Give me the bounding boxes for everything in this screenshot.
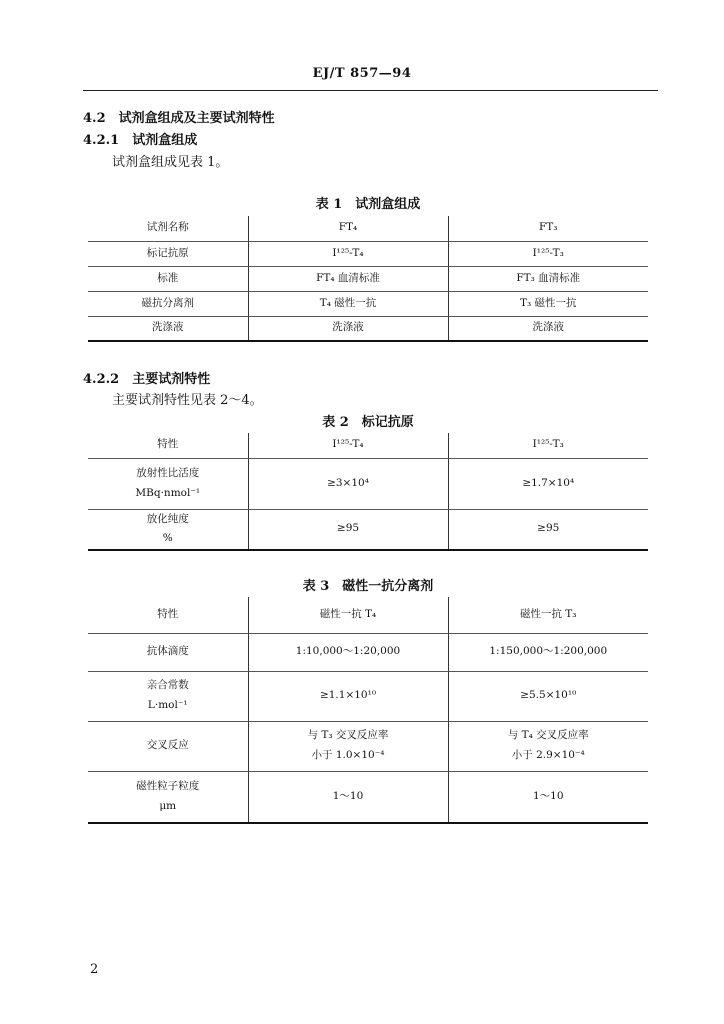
table3-row [88,721,648,771]
table2-row [88,509,648,550]
table2-cell: I¹²⁵-T₄ [248,433,448,458]
table3-cell: ≥1.1×10¹⁰ [248,671,448,721]
table2-cell: ≥95 [448,509,648,550]
table2-cell: 放射性比活度 MBq·nmol⁻¹ [88,458,248,509]
header-rule [83,90,658,91]
table1-cell: 磁抗分离剂 [88,291,248,316]
table3-cell: 1:10,000～1:20,000 [248,633,448,671]
table3-cell: 交叉反应 [88,721,248,771]
table3-caption: 表 3 磁性一抗分离剂 [302,579,434,594]
table3-cell: 特性 [88,597,248,633]
page-number: 2 [90,962,99,977]
table3-row [88,633,648,671]
table1-row [88,241,648,266]
table3-cell: 与 T₄ 交叉反应率 小于 2.9×10⁻⁴ [448,721,648,771]
table1-cell: T₃ 磁性一抗 [448,291,648,316]
table1-row [88,316,648,341]
table1-cell: 标准 [88,266,248,291]
table3-cell: 磁性一抗 T₄ [248,597,448,633]
document-code-header: EJ/T 857—94 [312,66,412,81]
table2-cell: ≥1.7×10⁴ [448,458,648,509]
table1-cell: 洗涤液 [448,316,648,341]
table1-cell: FT₄ 血清标准 [248,266,448,291]
table3-row [88,771,648,823]
table2-cell: 放化纯度 % [88,509,248,550]
table1-cell: I¹²⁵-T₃ [448,241,648,266]
section-4-2-2-text: 主要试剂特性见表 2～4。 [112,393,263,408]
section-4-2-heading: 4.2 试剂盒组成及主要试剂特性 [83,111,275,126]
table1-cell: 洗涤液 [248,316,448,341]
table3-row [88,671,648,721]
table2-cell: ≥95 [248,509,448,550]
table2-cell: I¹²⁵-T₃ [448,433,648,458]
section-4-2-2-heading: 4.2.2 主要试剂特性 [83,372,211,387]
table1-cell: FT₃ [448,216,648,241]
table3-cell: 1:150,000～1:200,000 [448,633,648,671]
table2 [88,433,648,551]
table1-row [88,291,648,316]
table1-cell: FT₃ 血清标准 [448,266,648,291]
table2-row [88,433,648,458]
table1-cell: 试剂名称 [88,216,248,241]
table1-caption: 表 1 试剂盒组成 [315,197,421,212]
table3-cell: 磁性粒子粒度 μm [88,771,248,823]
table3-cell: ≥5.5×10¹⁰ [448,671,648,721]
table3-cell: 磁性一抗 T₃ [448,597,648,633]
table3-cell: 亲合常数 L·mol⁻¹ [88,671,248,721]
table1-row [88,216,648,241]
table2-row [88,458,648,509]
table3-cell: 抗体滴度 [88,633,248,671]
table3-row [88,597,648,633]
table2-cell: ≥3×10⁴ [248,458,448,509]
table1-cell: 标记抗原 [88,241,248,266]
table1-cell: FT₄ [248,216,448,241]
table1-row [88,266,648,291]
table1 [88,216,648,342]
table1-cell: I¹²⁵-T₄ [248,241,448,266]
section-4-2-1-text: 试剂盒组成见表 1。 [112,155,229,170]
table3 [88,597,648,824]
table1-cell: 洗涤液 [88,316,248,341]
table3-cell: 与 T₃ 交叉反应率 小于 1.0×10⁻⁴ [248,721,448,771]
table3-cell: 1～10 [448,771,648,823]
table3-cell: 1～10 [248,771,448,823]
table2-caption: 表 2 标记抗原 [322,415,414,430]
section-4-2-1-heading: 4.2.1 试剂盒组成 [83,133,198,148]
table2-cell: 特性 [88,433,248,458]
table1-cell: T₄ 磁性一抗 [248,291,448,316]
